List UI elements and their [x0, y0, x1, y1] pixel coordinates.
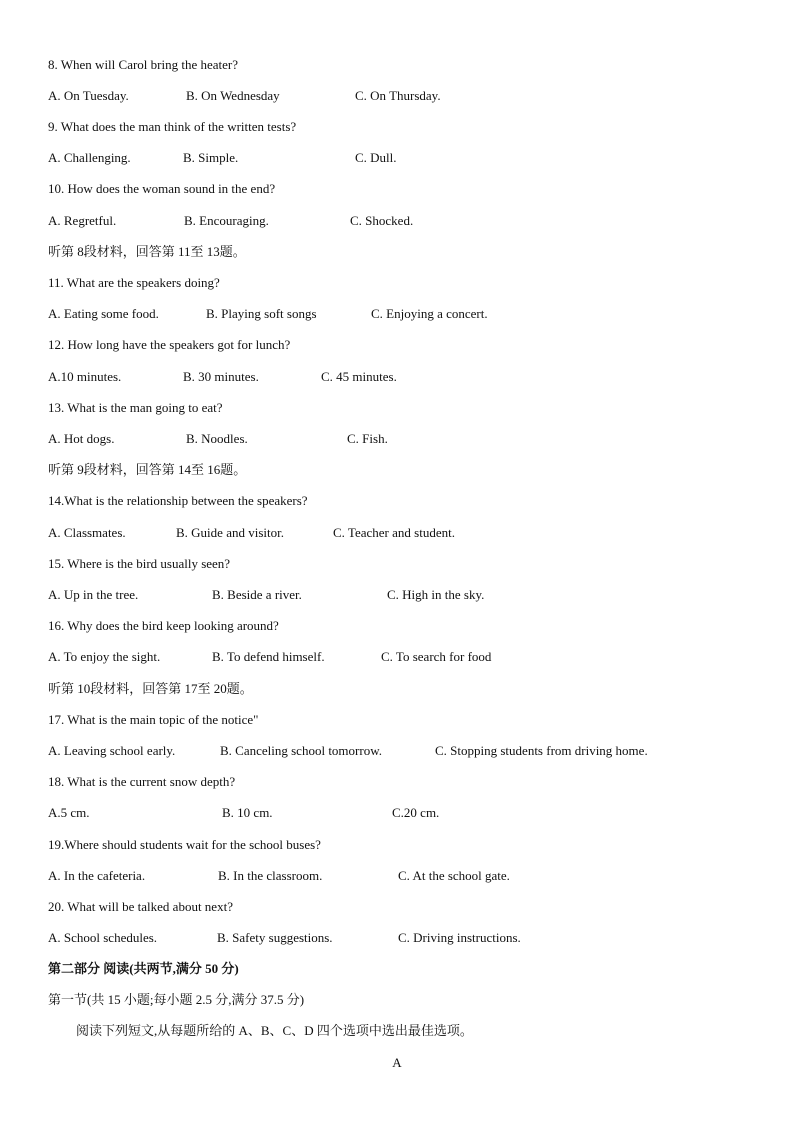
option-c: C. Enjoying a concert.: [371, 306, 488, 321]
option-b: B. Simple.: [183, 150, 239, 165]
option-c: C. To search for food: [381, 649, 492, 664]
part-heading: 第二部分 阅读(共两节,满分 50 分): [48, 961, 239, 976]
question-stem: 13. What is the man going to eat?: [48, 400, 223, 415]
question-stem: 12. How long have the speakers got for lunch?: [48, 337, 291, 352]
question-stem: 14.What is the relationship between the speakers?: [48, 493, 308, 508]
option-a: A. School schedules.: [48, 930, 158, 945]
option-a: A. To enjoy the sight.: [48, 649, 161, 664]
section-instruction: 听第 8段材料，回答第 11至 13题。: [48, 244, 246, 259]
passage-label: A: [392, 1055, 402, 1070]
option-b: B. In the classroom.: [218, 868, 323, 883]
question-stem: 18. What is the current snow depth?: [48, 774, 236, 789]
option-a: A. On Tuesday.: [48, 88, 129, 103]
reading-instruction: 阅读下列短文,从每题所给的 A、B、C、D 四个选项中选出最佳选项。: [76, 1023, 473, 1038]
option-b: B. To defend himself.: [212, 649, 325, 664]
option-b: B. On Wednesday: [186, 88, 280, 103]
option-a: A. Hot dogs.: [48, 431, 115, 446]
option-c: C.20 cm.: [392, 805, 440, 820]
option-b: B. Playing soft songs: [206, 306, 317, 321]
option-c: C. High in the sky.: [387, 587, 485, 602]
option-b: B. Canceling school tomorrow.: [220, 743, 382, 758]
option-b: B. Encouraging.: [184, 213, 269, 228]
option-c: C. Stopping students from driving home.: [435, 743, 648, 758]
question-stem: 19.Where should students wait for the school buses?: [48, 837, 321, 852]
question-stem: 15. Where is the bird usually seen?: [48, 556, 231, 571]
option-c: C. Teacher and student.: [333, 525, 455, 540]
option-a: A. Regretful.: [48, 213, 117, 228]
option-a: A. Challenging.: [48, 150, 131, 165]
question-stem: 9. What does the man think of the written tests?: [48, 119, 297, 134]
option-a: A.10 minutes.: [48, 369, 122, 384]
option-a: A. Up in the tree.: [48, 587, 139, 602]
option-c: C. At the school gate.: [398, 868, 510, 883]
option-a: A. Classmates.: [48, 525, 126, 540]
option-c: C. Dull.: [355, 150, 397, 165]
option-c: C. On Thursday.: [355, 88, 441, 103]
question-stem: 16. Why does the bird keep looking around?: [48, 618, 279, 633]
question-stem: 11. What are the speakers doing?: [48, 275, 220, 290]
question-stem: 10. How does the woman sound in the end?: [48, 181, 276, 196]
option-b: B. 30 minutes.: [183, 369, 259, 384]
option-c: C. 45 minutes.: [321, 369, 397, 384]
question-stem: 17. What is the main topic of the notice": [48, 712, 259, 727]
section-instruction: 听第 9段材料，回答第 14至 16题。: [48, 462, 247, 477]
option-b: B. Beside a river.: [212, 587, 302, 602]
option-c: C. Fish.: [347, 431, 388, 446]
option-b: B. Noodles.: [186, 431, 248, 446]
option-b: B. Guide and visitor.: [176, 525, 284, 540]
option-c: C. Shocked.: [350, 213, 414, 228]
option-c: C. Driving instructions.: [398, 930, 521, 945]
section-instruction: 听第 10段材料，回答第 17至 20题。: [48, 681, 253, 696]
option-a: A. Eating some food.: [48, 306, 159, 321]
question-stem: 20. What will be talked about next?: [48, 899, 233, 914]
question-stem: 8. When will Carol bring the heater?: [48, 57, 239, 72]
option-a: A. In the cafeteria.: [48, 868, 146, 883]
option-a: A. Leaving school early.: [48, 743, 176, 758]
option-a: A.5 cm.: [48, 805, 90, 820]
option-b: B. Safety suggestions.: [217, 930, 333, 945]
option-b: B. 10 cm.: [222, 805, 273, 820]
section-heading: 第一节(共 15 小题;每小题 2.5 分,满分 37.5 分): [48, 992, 305, 1007]
